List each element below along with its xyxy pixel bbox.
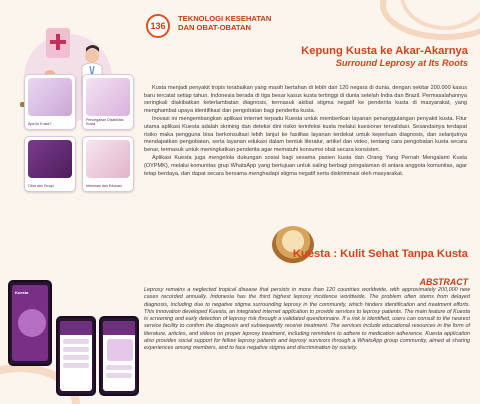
- app-card: [24, 136, 76, 192]
- list-row: [106, 373, 132, 378]
- app-card: [82, 74, 134, 130]
- app-phone-mockups: [2, 274, 147, 404]
- chapter-line-2: DAN OBAT-OBATAN: [178, 23, 251, 32]
- app-card-image: [28, 140, 72, 178]
- phone-mockup: [99, 316, 139, 396]
- article-title: Kepung Kusta ke Akar-Akarnya: [301, 45, 468, 57]
- app-card-label: Informasi dan Edukasi: [86, 184, 122, 188]
- app-card-image: [86, 140, 130, 178]
- app-card-label: Apa itu Kusta?: [28, 122, 52, 126]
- list-row: [63, 347, 89, 352]
- app-card-image: [28, 78, 72, 116]
- content-card: [107, 339, 133, 361]
- section-title: Kuesta : Kulit Sehat Tanpa Kusta: [292, 248, 468, 260]
- list-row: [63, 339, 89, 344]
- list-row: [63, 355, 89, 360]
- paragraph: Inovasi ini mengembangkan aplikasi internet terpadu Kuesta untuk memberikan layanan penanggulangan penyakit kusta. Fitur utama aplikasi Kuesta adalah skrining dan deteksi dini risiko terinfeksi kusta melalui kuesioner tervalidasi. Sesandainya terdapat risiko maka pengguna bisa berkonsultasi lebih lanjut ke fasilitas layanan terdekat untuk keperluan diagnosis, dan selanjutnya mendapatkan pengobatan, serta layanan edukasi dalam bentuk literatur, artikel dan video, tentang cara pengobatan kusta secara benar, termasuk untuk meningkatkan penderita agar mematuhi konsumsi obat secara konsisten.: [144, 116, 467, 153]
- page-number: 136: [146, 14, 170, 38]
- article-body: [144, 85, 467, 179]
- paragraph: Aplikasi Kuesta juga mengelola dukungan sosial bagi sesama pasien kusta dan Orang Yang Pernah Mengalami Kusta (OYPMK), melalui komunitas grup WhatsApp yang bertujuan untuk saling berbagi pengalaman di antara anggota komunitas, agar tetap berdaya, dan dapat secara bersama menghadapi stigma negatif serta diskriminasi oleh masyarakat.: [144, 155, 467, 177]
- app-card: [24, 74, 76, 130]
- chapter-line-1: TEKNOLOGI KESEHATAN: [178, 14, 272, 23]
- abstract-heading: ABSTRACT: [419, 277, 468, 287]
- app-feature-grid: [24, 74, 138, 224]
- phone-app-title: Kuesta: [15, 290, 29, 295]
- phone-header-bar: [60, 321, 92, 335]
- chapter-heading: [178, 14, 271, 32]
- splash-graphic: [18, 309, 46, 337]
- phone-screen: [103, 321, 135, 391]
- list-row: [106, 365, 132, 370]
- list-row: [63, 363, 89, 368]
- article-subtitle: Surround Leprosy at Its Roots: [335, 58, 468, 68]
- app-card-image: [86, 78, 130, 116]
- phone-mockup: [8, 280, 52, 366]
- phone-header-bar: [103, 321, 135, 335]
- abstract-text: Leprosy remains a neglected tropical disease that persists in more than 120 countries worldwide, with approximately 200,000 new cases recorded annually. Indonesia has the third highest leprosy incidence worldwide. The problem often stems from delayed diagnosis, including due to negative stigma surrounding leprosy in the community, which hinders identification and treatment efforts. This innovation developed Kuesta, an integrated internet application to provide services to leprosy patients. The main feature of Kuesta is screening and early detection of leprosy risk through a validated questionnaire. If a risk is identified, users can consult to the nearest service facility to confirm the diagnosis and subsequently receive treatment. The services include educational resources in the form of literature, articles, and videos on proper leprosy treatment, including reminders to adhere to medication adherence. Kuesta application also provides social support for fellow leprosy patients and leprosy survivors through a WhatsApp group community, aimed at sharing experiences among members, and to face negative stigma and discrimination by society.: [144, 287, 470, 352]
- phone-screen: [60, 321, 92, 391]
- phone-mockup: [56, 316, 96, 396]
- paragraph: Kusta menjadi penyakit tropis terabaikan yang masih bertahan di lebih dari 120 negara di dunia, dengan sekitar 200.000 kasus baru tercatat setiap tahun. Indonesia berada di tiga besar kasus kusta tertinggi di dunia setelah India dan Brazil. Permasalahannya seringkali diakibatkan keterlambatan diagnosis, termasuk akibat stigma negatif ke penderita kusta di masyarakat, yang menghambat upaya identifikasi dan pengobatan bagi penderita kusta.: [144, 85, 467, 114]
- app-card: [82, 136, 134, 192]
- app-card-label: Pencegahan Disabilitas Kusta: [86, 118, 124, 126]
- app-card-label: Obat dan Terapi: [28, 184, 54, 188]
- phone-screen: [12, 285, 48, 361]
